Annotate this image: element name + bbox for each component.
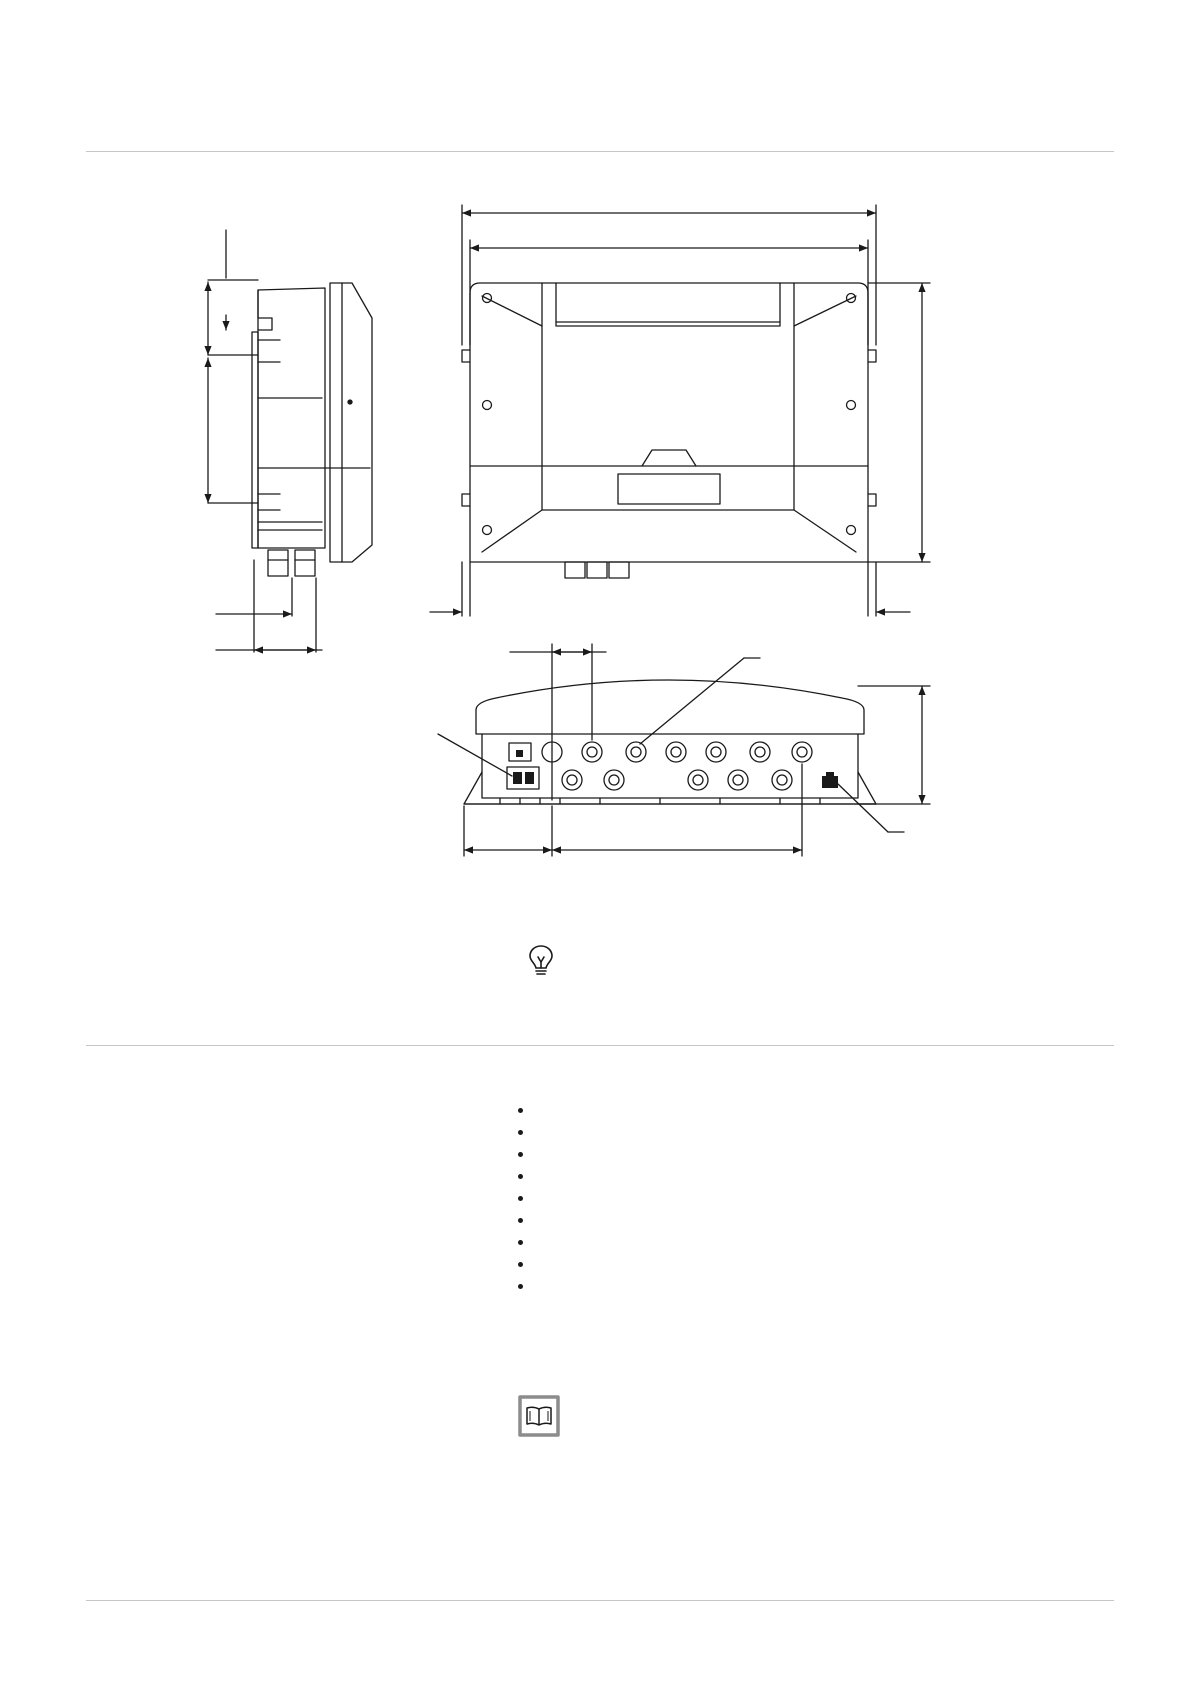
list-item bbox=[518, 1276, 528, 1298]
list-item bbox=[518, 1232, 528, 1254]
list-item bbox=[518, 1166, 528, 1188]
lightbulb-icon bbox=[526, 943, 556, 977]
book-icon bbox=[518, 1395, 560, 1437]
list-item bbox=[518, 1188, 528, 1210]
device-bottom-view bbox=[438, 644, 930, 856]
list-item bbox=[518, 1144, 528, 1166]
device-side-view bbox=[208, 230, 372, 652]
list-item bbox=[518, 1100, 528, 1122]
list-item bbox=[518, 1210, 528, 1232]
list-item bbox=[518, 1122, 528, 1144]
list-item bbox=[518, 1254, 528, 1276]
connector-row-bottom bbox=[562, 770, 792, 790]
feature-list bbox=[518, 1100, 528, 1298]
connector-row-top bbox=[582, 742, 812, 762]
device-front-view bbox=[430, 205, 930, 616]
